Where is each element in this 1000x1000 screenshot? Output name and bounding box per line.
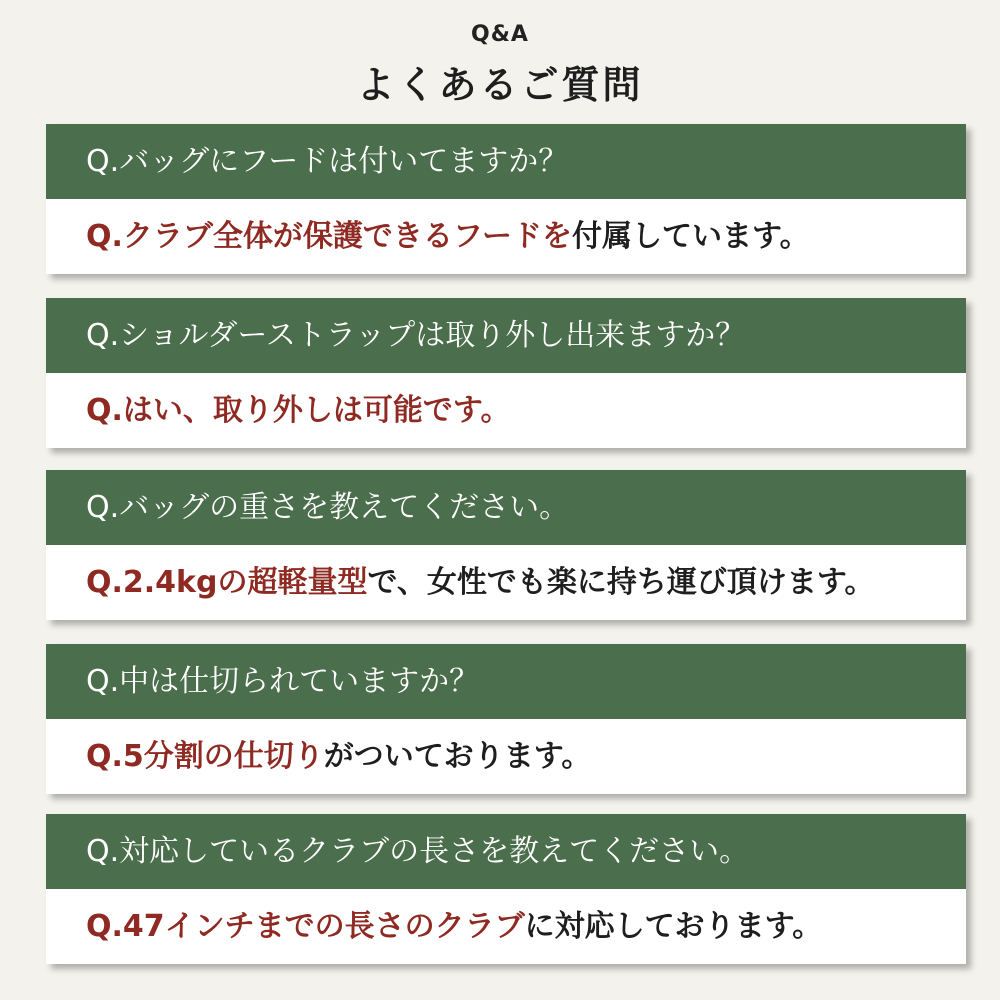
faq-question: Q.バッグの重さを教えてください。 [46, 470, 966, 545]
faq-question: Q.バッグにフードは付いてますか？ [46, 124, 966, 199]
faq-question: Q.ショルダーストラップは取り外し出来ますか？ [46, 298, 966, 373]
faq-answer [46, 719, 966, 794]
answer-text: で、女性でも楽に持ち運び頂けます。 [367, 565, 875, 600]
answer-text: がついております。 [323, 739, 592, 774]
answer-highlight: Q.5分割の仕切り [86, 739, 324, 774]
section-label: Q&A [471, 22, 529, 47]
answer-highlight: Q.2.4kgの超軽量型 [86, 565, 368, 600]
answer-highlight: Q.はい、取り外しは可能です。 [86, 393, 511, 428]
answer-text: に対応しております。 [524, 909, 823, 944]
answer-highlight: Q.47インチまでの長さのクラブ [86, 909, 525, 944]
faq-item [46, 814, 966, 964]
faq-answer [46, 545, 966, 620]
faq-answer [46, 199, 966, 274]
faq-list [46, 124, 966, 988]
answer-text: 付属しています。 [572, 219, 810, 254]
faq-item [46, 470, 966, 620]
faq-item [46, 644, 966, 794]
faq-item [46, 298, 966, 448]
faq-answer [46, 889, 966, 964]
faq-question: Q.対応しているクラブの長さを教えてください。 [46, 814, 966, 889]
answer-highlight: Q.クラブ全体が保護できるフードを [86, 219, 572, 254]
faq-answer [46, 373, 966, 448]
faq-item [46, 124, 966, 274]
page-title: よくあるご質問 [356, 63, 644, 107]
faq-question: Q.中は仕切られていますか？ [46, 644, 966, 719]
